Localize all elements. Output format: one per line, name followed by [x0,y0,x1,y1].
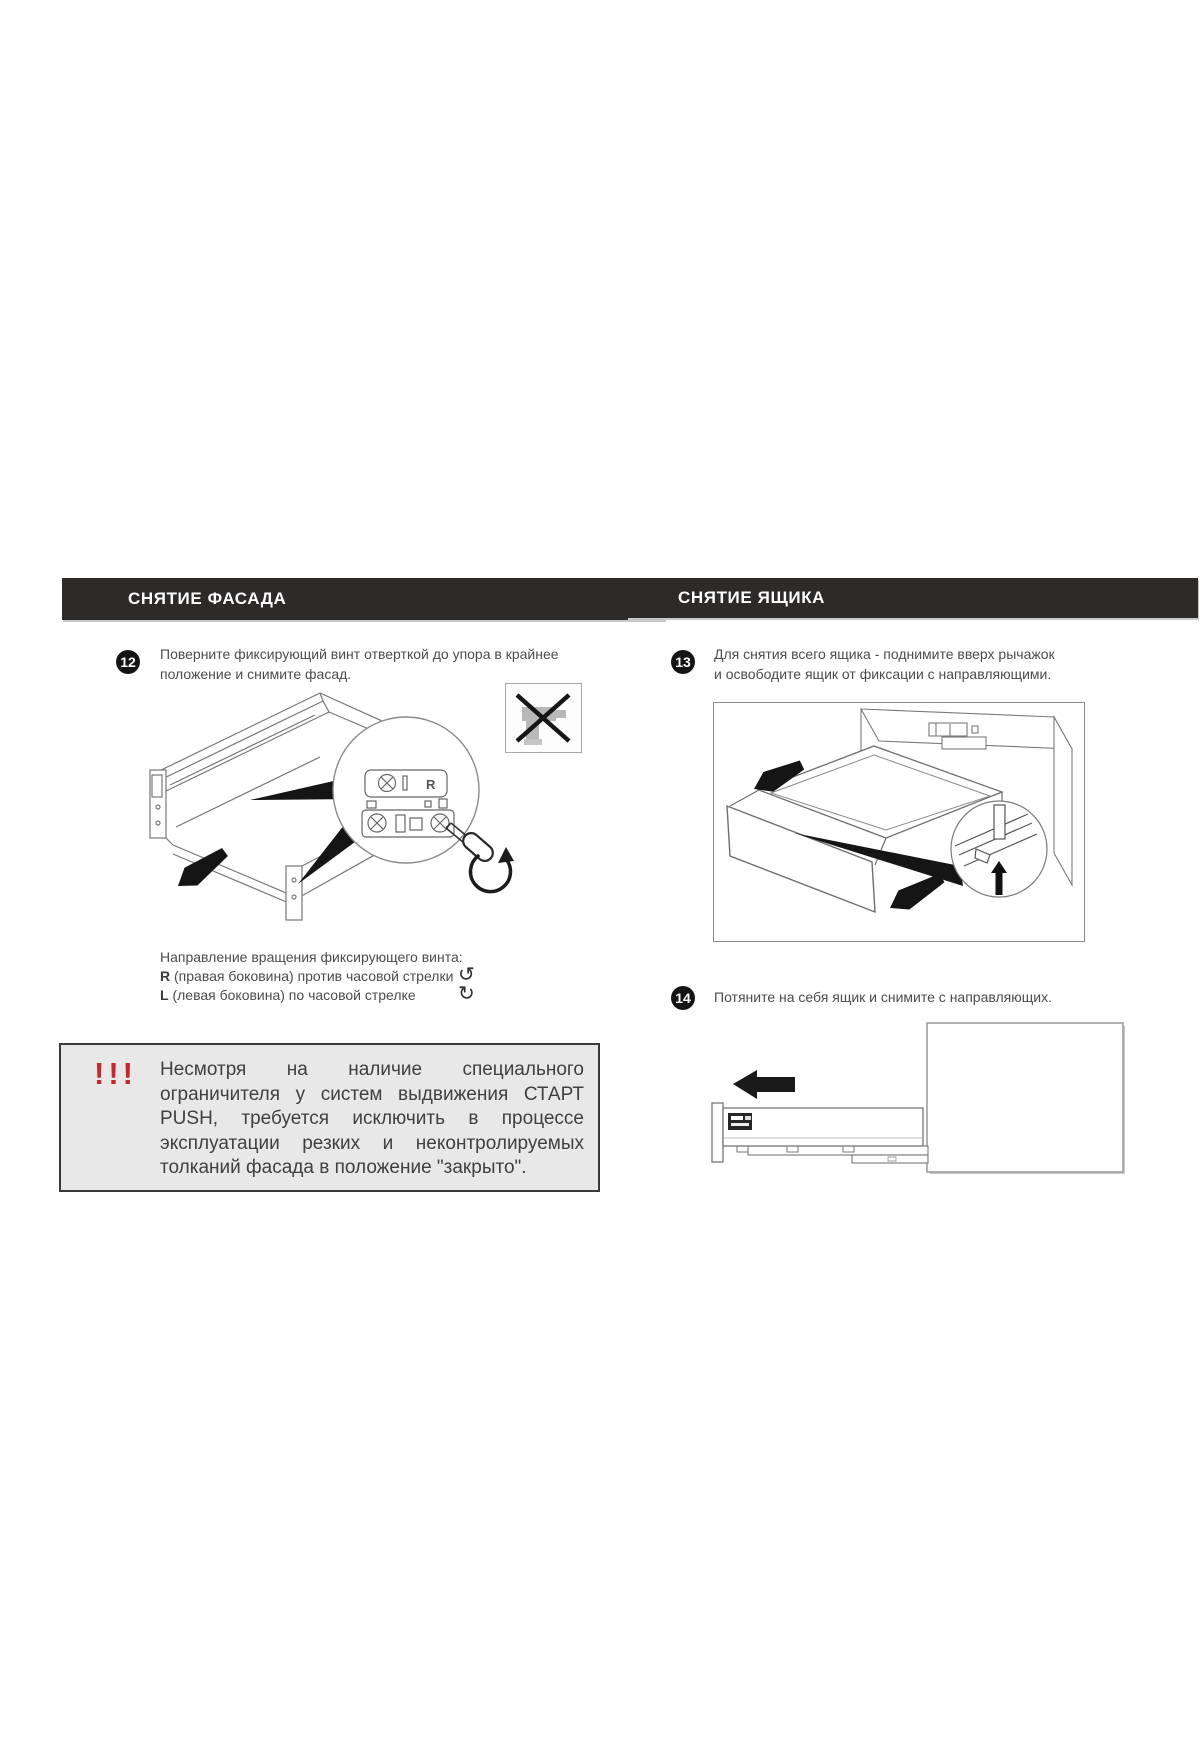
step-13-line1: Для снятия всего ящика - поднимите вверх рычажок [714,646,1055,662]
warning-box [59,1043,600,1192]
drawer-pull-out-figure [640,1016,1140,1181]
step-12-line2: положение и снимите фасад. [160,665,352,682]
warning-line: PUSH, требуется исключить в процессе [160,1108,584,1129]
step-12-line1: Поверните фиксирующий винт отверткой до упора в крайнее [160,646,559,662]
warning-line: эксплуатации резких и неконтролируемых [160,1132,584,1154]
direction-line-l [160,981,520,1005]
step-14-line1: Потяните на себя ящик и снимите с направляющих. [714,989,1052,1005]
l-marker: L [160,987,169,1003]
r-text: (правая боковина) против часовой стрелки [170,968,454,984]
section-header-facade-removal [62,578,665,620]
brand-label [728,1113,752,1130]
step-13-text [714,645,1144,684]
pull-direction-arrow [178,848,228,886]
direction-title-text: Направление вращения фиксирующего винта: [160,949,463,965]
rotation-direction-note [160,948,520,1005]
step-12-badge [116,650,140,674]
right-side-marker-label: R [426,777,436,792]
section-header-drawer-removal [627,578,1198,618]
warning-line: толканий фасада в положение "закрыто". [160,1157,527,1178]
r-marker: R [160,968,171,984]
step-13-line2: и освободите ящик от фиксации с направляющими. [714,665,1052,682]
section-title: СНЯТИЕ ФАСАДА [128,589,287,608]
clockwise-arrow-icon: ↻ [458,981,475,1005]
warning-exclamation-marker: !!! [94,1056,137,1091]
counterclockwise-arrow-icon: ↺ [458,962,475,986]
section-title: СНЯТИЕ ЯЩИКА [678,588,826,607]
cabinet-body [927,1023,1123,1172]
warning-line: ограничителя у систем выдвижения СТАРТ [160,1083,584,1105]
step-14-badge [671,986,695,1010]
l-text: (левая боковина) по часовой стрелке [168,987,416,1003]
pull-left-arrow [733,1070,795,1099]
step-14-text [714,988,1154,1008]
warning-text [160,1058,584,1181]
step-13-number: 13 [675,654,691,670]
drawer-side-view [712,1103,928,1163]
pull-direction-arrow-bottom [890,874,945,910]
drawer-release-figure-frame [713,702,1085,942]
step-13-badge [671,650,695,674]
step-14-number: 14 [675,990,691,1006]
drawer-release-figure [714,703,1084,941]
step-12-number: 12 [120,654,136,670]
warning-line: Несмотря на наличие специального [160,1059,584,1080]
